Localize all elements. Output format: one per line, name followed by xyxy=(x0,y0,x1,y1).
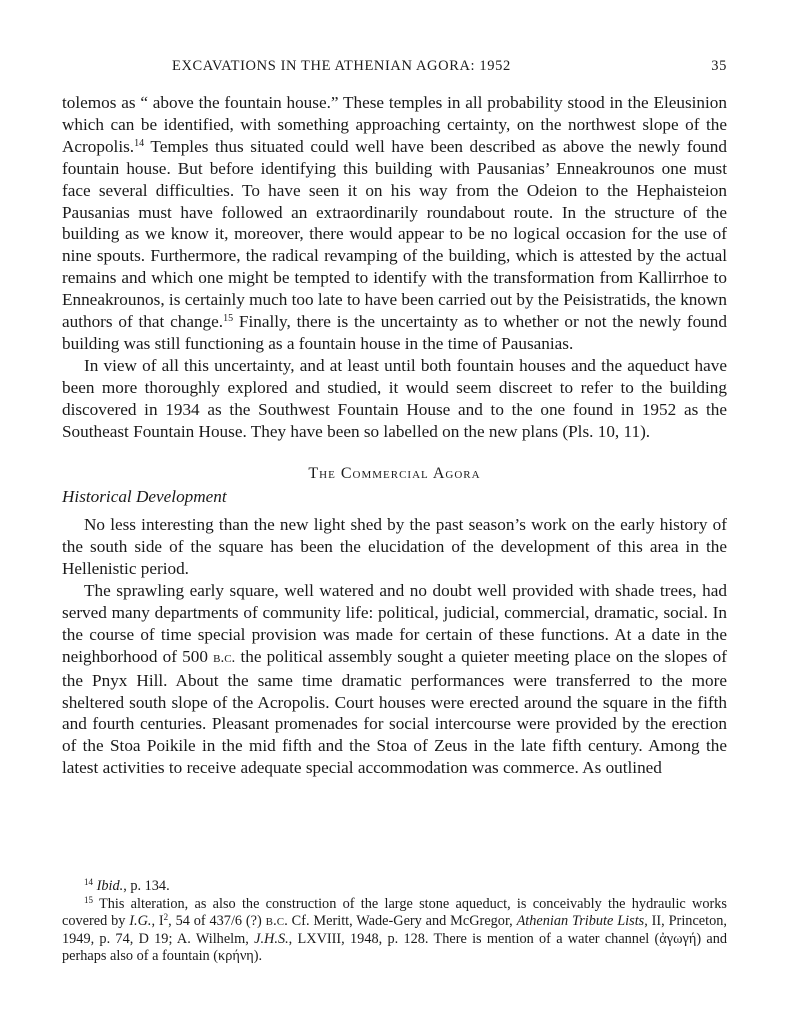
subheading: Historical Development xyxy=(62,487,227,507)
footnote-ref-14[interactable]: 14 xyxy=(134,137,145,149)
footnote-14: $^{14}$ Ibid., p. 134. xyxy=(84,877,170,894)
paragraph-1: tolemos as “ above the fountain house.” These temples in all probability stood in the Eleusinion which can be identified, with something approaching certainty, on the northwest slope of the Acropolis.$^{14}$ Temples thus situated could well have been described as above the newly found fountain house. But before identifying this building with Pausanias’ Enneakrounos one must face several difficulties. To have seen it on his way from the Odeion to the Hephaisteion Pausanias must have followed an extraordinarily roundabout route. In the structure of the building as we know it, moreover, there would appear to be no logical occasion for the use of nine spouts. Furthermore, the radical revamping of the building, which is attested by the actual remains and which one might be tempted to identify with the transformation from Kallirrhoe to Enneakrounos, is certainly much too late to have been carried out by the Peisistratids, the known authors of that change.$^{15}$ Finally, there is the uncertainty as to whether or not the newly found building was still functioning as a fountain house in the time of Pausanias. xyxy=(62,93,727,353)
footnote-ref-15[interactable]: 15 xyxy=(223,313,234,325)
page-number: 35 xyxy=(711,58,727,74)
paragraph-4: The sprawling early square, well watered and no doubt well provided with shade trees, had served many departments of community life: political, judicial, commercial, dramatic, social. In the course of time special provision was made for certain of these functions. At a date in the neighborhood of 500 b.c. the political assembly sought a quieter meeting place on the slopes of the Pnyx Hill. About the same time dramatic performances were transferred to the more sheltered south slope of the Acropolis. Court houses were erected around the square in the fifth and fourth centuries. Pleasant promenades for social intercourse were provided by the erection of the Stoa Poikile in the mid fifth and the Stoa of Zeus in the late fifth century. Among the latest activities to receive adequate special accommodation was commerce. As outlined xyxy=(62,581,727,778)
paragraph-3: No less interesting than the new light shed by the past season’s work on the early history of the south side of the square has been the elucidation of the development of this area in the Hellenistic period. xyxy=(62,515,727,579)
paragraph-2: In view of all this uncertainty, and at least until both fountain houses and the aqueduct have been more thoroughly explored and studied, it would seem discreet to refer to the building discovered in 1934 as the Southwest Fountain House and to the one found in 1952 as the Southeast Fountain House. They have been so labelled on the new plans (Pls. 10, 11). xyxy=(62,355,727,441)
footnote-15: $^{15}$ This alteration, as also the construction of the large stone aqueduct, is conceivably the hydraulic works covered by I.G., $I^2$, 54 of 437/6 (?) b.c. Cf. Meritt, Wade-Gery and McGregor, Athenian Tribute Lists, II, Princeton, 1949, p. 74, D 19; A. Wilhelm, J.H.S., LXVIII, 1948, p. 128. There is mention of a water channel (ἀγωγή) and perhaps also of a fountain (κρήνη). xyxy=(62,894,727,964)
running-head xyxy=(62,58,727,82)
page xyxy=(62,58,727,779)
section-title: The Commercial Agora xyxy=(308,464,481,482)
bc-abbreviation: b.c. xyxy=(213,649,236,666)
footnotes xyxy=(62,878,727,966)
body-text xyxy=(62,92,727,779)
running-title: EXCAVATIONS IN THE ATHENIAN AGORA: 1952 xyxy=(172,58,511,74)
